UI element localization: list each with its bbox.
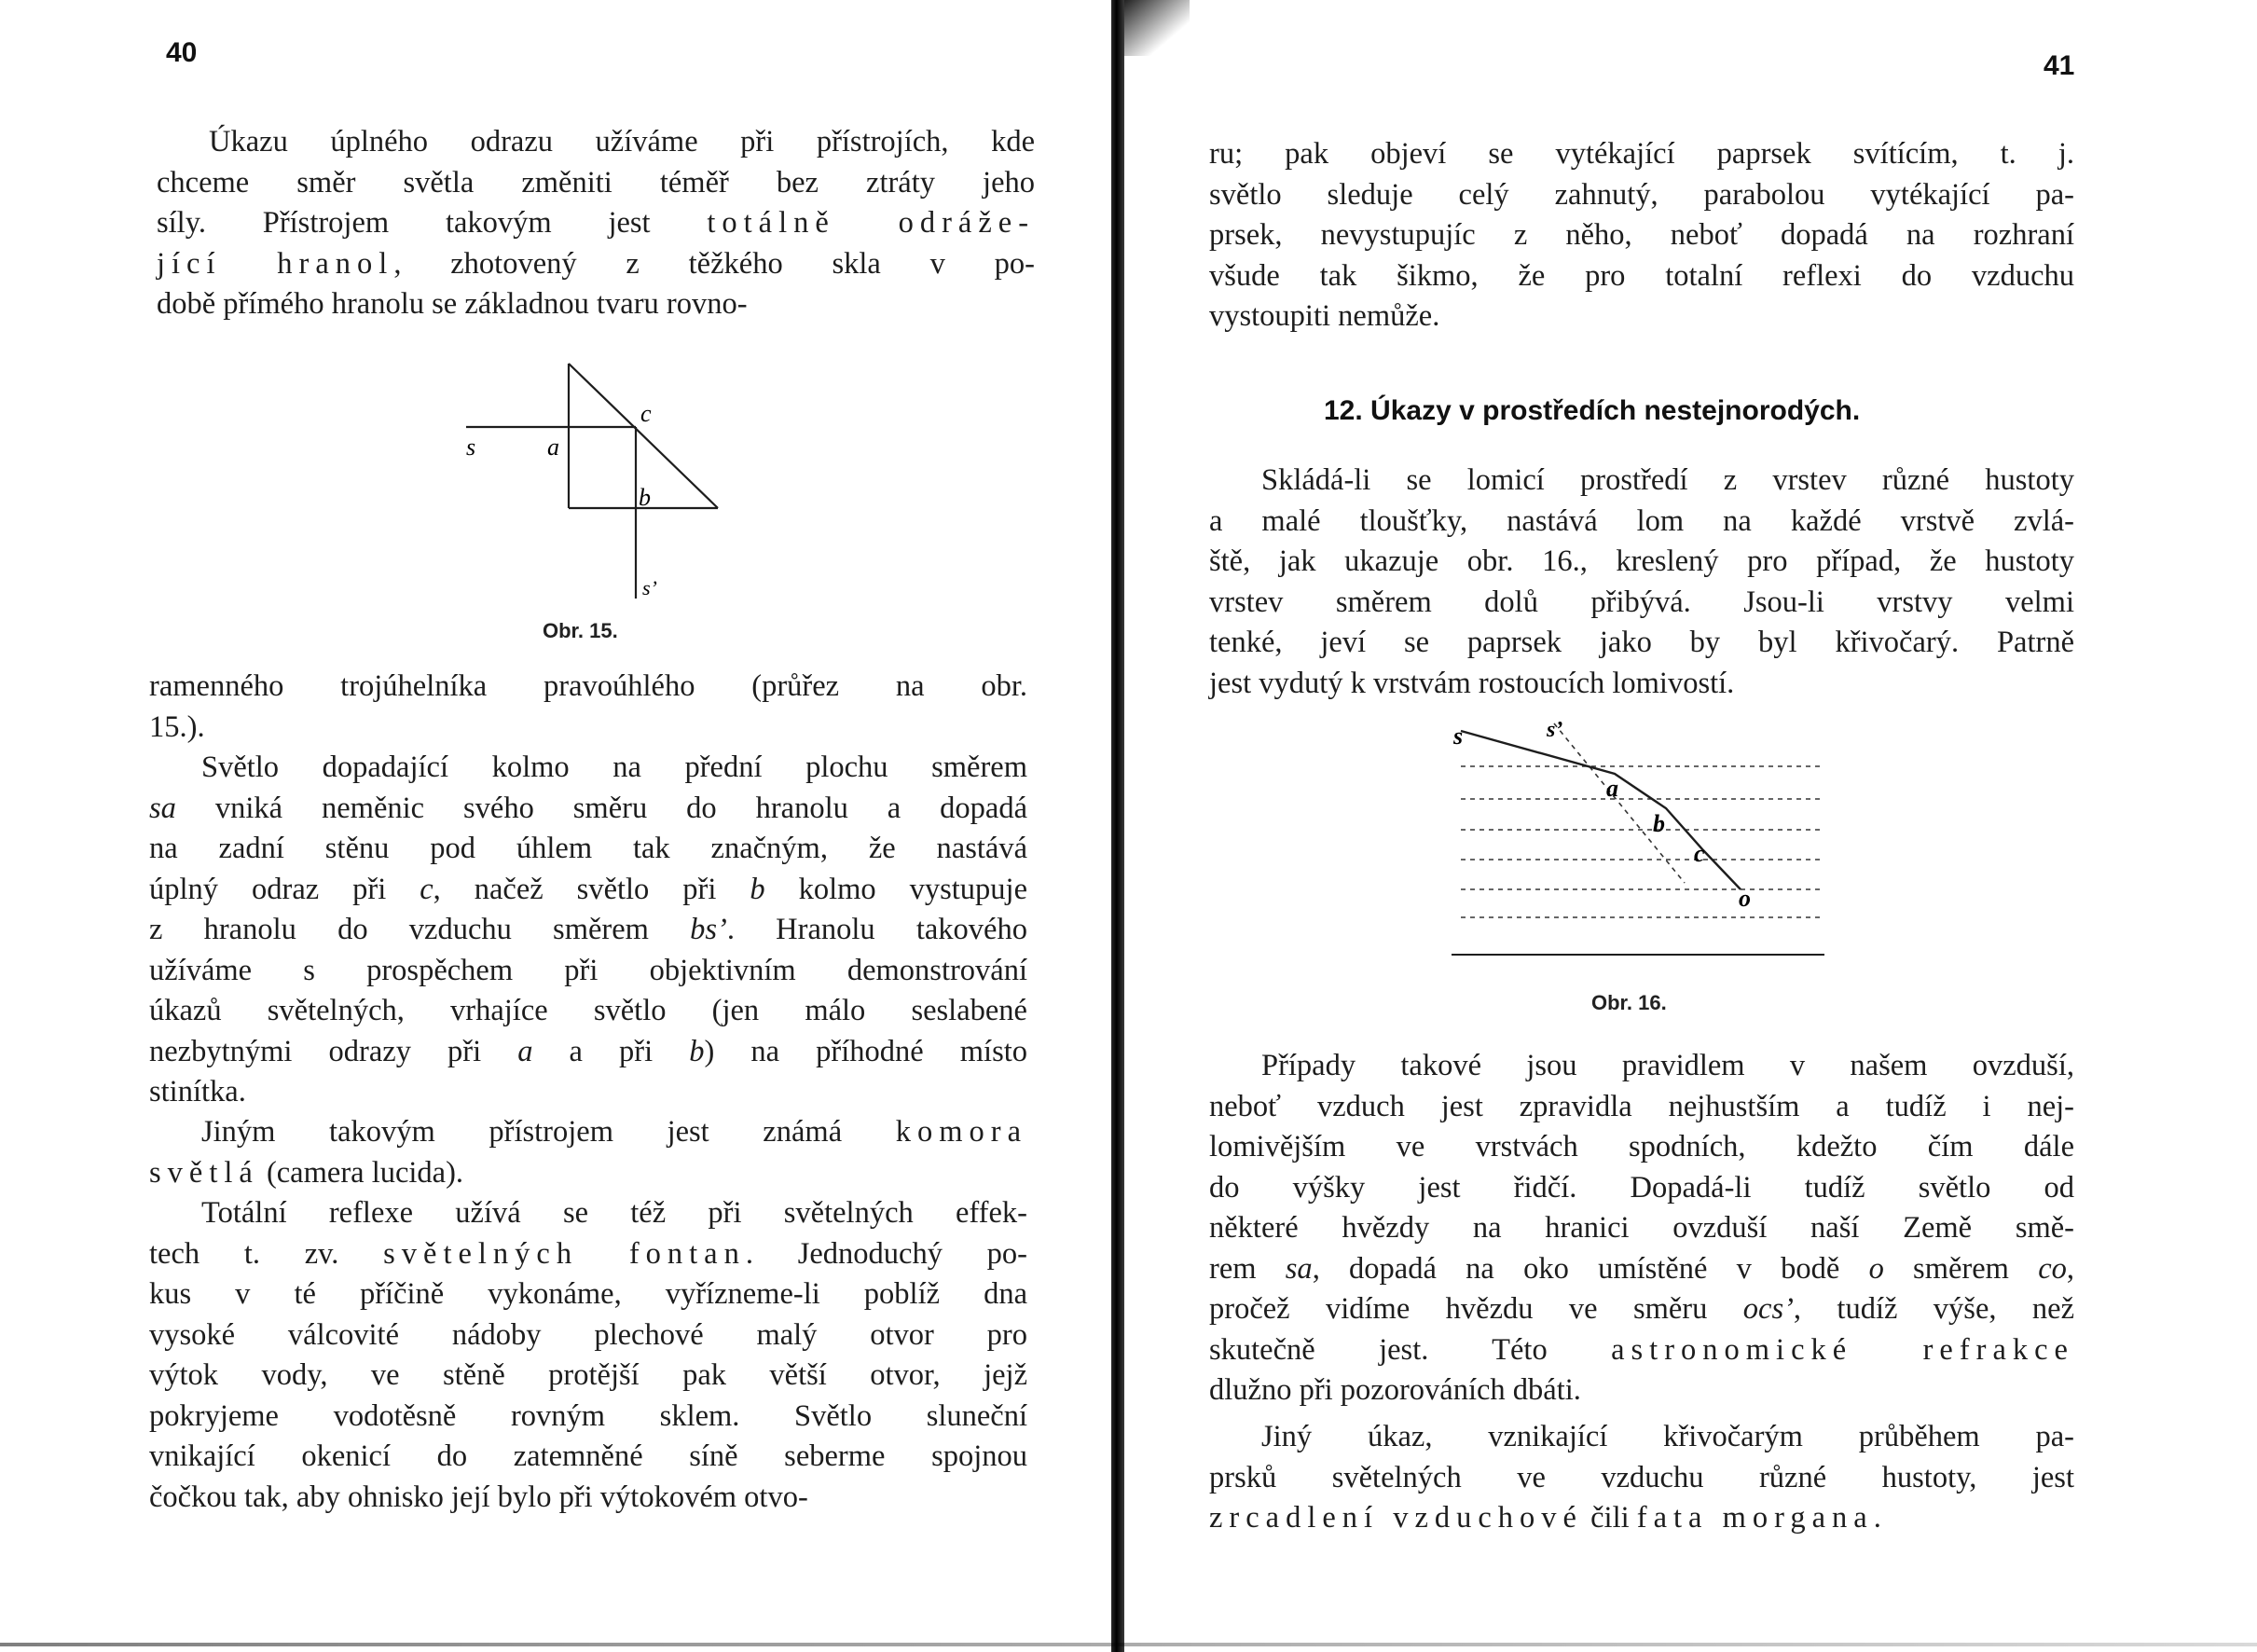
text-line	[1209, 1127, 2074, 1168]
text-segment: Úkazu úplného odrazu užíváme při přístrojích, kde	[209, 125, 1035, 158]
text-line	[1209, 1249, 2074, 1290]
emphasis-text: co	[2038, 1251, 2067, 1286]
text-line	[149, 748, 1027, 789]
text-line	[157, 284, 1035, 325]
emphasis-text: b	[750, 872, 765, 906]
text-line	[1209, 1330, 2074, 1371]
text-segment: Jiný úkaz, vznikající křivočarým průběhem pa-	[1261, 1420, 2074, 1453]
figure-15-caption: Obr. 15.	[543, 619, 618, 642]
paragraph-total-reflection-intro	[157, 122, 1035, 325]
text-segment: do výšky jest řidčí. Dopadá-li tudíž světlo od	[1209, 1170, 2074, 1205]
text-segment: lomivějším ve vrstvách spodních, kdežto čím dále	[1209, 1130, 2074, 1163]
text-segment: vrstev směrem dolů přibývá. Jsou-li vrstvy velmi	[1209, 585, 2074, 619]
text-segment: jest vydutý k vrstvám rostoucích lomivostí.	[1209, 666, 1735, 700]
text-line	[1209, 296, 2074, 337]
figure-16-refraction-layers-diagram	[1442, 710, 1834, 962]
text-line	[149, 1274, 1027, 1315]
label-s: s	[466, 434, 476, 461]
text-line	[1209, 1208, 2074, 1249]
text-line	[149, 1478, 1027, 1519]
label-s-prime: s’	[642, 576, 657, 599]
text-line	[157, 203, 1035, 244]
text-line	[149, 789, 1027, 830]
text-segment: stinítka.	[149, 1075, 246, 1108]
figure-16-caption: Obr. 16.	[1591, 991, 1667, 1014]
paragraph-light-fountains	[149, 1193, 1027, 1518]
emphasis-text: jící hranol	[157, 246, 394, 281]
emphasis-text: sa	[149, 791, 176, 825]
paragraph-camera-lucida	[149, 1112, 1027, 1193]
page-number-left: 40	[166, 37, 198, 68]
paragraph-prism-usage	[149, 748, 1027, 1113]
paragraph-prism-shape	[149, 667, 1027, 748]
text-segment: době přímého hranolu se základnou tvaru rovno-	[157, 287, 748, 321]
text-segment: vniká neměnic svého směru do hranolu a dopadá	[175, 791, 1027, 825]
text-segment: prsků světelných ve vzduchu různé hustoty, jest	[1209, 1460, 2074, 1494]
text-line	[157, 122, 1035, 163]
left-page	[0, 0, 1111, 1652]
emphasis-text: totálně odráže-	[707, 206, 1036, 240]
paragraph-fountain-continued	[1209, 134, 2074, 337]
label-a: a	[547, 434, 559, 461]
text-segment: kus v té příčině vykonáme, vyřízneme-li poblíž dna	[149, 1277, 1027, 1311]
text-segment: , tudíž výše, než	[1793, 1292, 2074, 1326]
label-c: c	[1694, 840, 1705, 867]
text-segment: úplný odraz při	[149, 872, 420, 906]
text-line	[1209, 542, 2074, 583]
text-segment: vnikající okenicí do zatemněné síně seberme spojnou	[149, 1439, 1027, 1473]
text-segment: chceme směr světla změniti téměř bez ztráty jeho	[157, 165, 1035, 200]
text-segment: na zadní stěnu pod úhlem tak značným, že nastává	[149, 832, 1027, 865]
text-segment: prsek, nevystupujíc z něho, neboť dopadá na rozhraní	[1209, 218, 2074, 252]
emphasis-text: sa	[1285, 1251, 1313, 1286]
text-line	[149, 829, 1027, 870]
text-line	[1209, 1370, 2074, 1411]
text-segment: čili	[1582, 1501, 1637, 1535]
text-line	[1209, 1458, 2074, 1499]
text-segment: vysoké válcovité nádoby plechové malý otvor pro	[149, 1317, 1027, 1352]
text-segment: ) na příhodné místo	[704, 1034, 1028, 1068]
emphasis-text: komora	[895, 1115, 1027, 1149]
text-line	[149, 1315, 1027, 1356]
text-line	[149, 1153, 1027, 1194]
text-segment: kolmo vystupuje	[764, 872, 1027, 906]
text-segment: Jiným takovým přístrojem jest známá	[201, 1115, 896, 1149]
label-s: s	[1453, 723, 1464, 750]
emphasis-text: c	[420, 872, 434, 906]
text-segment: Případy takové jsou pravidlem v našem ovzduší,	[1261, 1049, 2074, 1082]
text-line	[1209, 134, 2074, 175]
text-segment: 15.).	[149, 709, 205, 744]
emphasis-text: astronomické refrakce	[1611, 1332, 2074, 1367]
text-segment: nezbytnými odrazy při	[149, 1034, 518, 1068]
text-segment: Skládá-li se lomicí prostředí z vrstev různé hustoty	[1261, 463, 2074, 497]
text-segment: z hranolu do vzduchu směrem	[149, 913, 691, 946]
text-segment: skutečně jest. Této	[1209, 1332, 1612, 1367]
text-segment: všude tak šikmo, že pro totalní reflexi do vzduchu	[1209, 258, 2074, 293]
text-line	[1209, 1289, 2074, 1330]
label-b: b	[639, 484, 651, 511]
text-line	[1209, 175, 2074, 216]
text-line	[149, 870, 1027, 911]
right-page	[1111, 0, 2257, 1652]
text-segment: a malé tloušťky, nastává lom na každé vrstvě zvlá-	[1209, 503, 2074, 538]
text-line	[157, 244, 1035, 285]
text-segment: ru; pak objeví se vytékající paprsek svítícím, t. j.	[1209, 137, 2074, 171]
emphasis-text: světelných fontan	[383, 1236, 746, 1271]
text-line	[1209, 664, 2074, 705]
emphasis-text: a	[517, 1034, 533, 1068]
paragraph-astronomical-refraction	[1209, 1046, 2074, 1411]
text-line	[1209, 461, 2074, 502]
text-segment: dlužno při pozorováních dbáti.	[1209, 1373, 1581, 1407]
page-number-right: 41	[2044, 50, 2075, 81]
emphasis-text: zrcadlení vzduchové	[1209, 1501, 1583, 1535]
text-line	[1209, 502, 2074, 543]
emphasis-text: fata morgana	[1636, 1501, 1874, 1535]
emphasis-text: ocs’	[1742, 1292, 1794, 1326]
text-line	[149, 910, 1027, 951]
text-segment: užíváme s prospěchem při objektivním demonstrování	[149, 953, 1027, 987]
text-line	[1209, 215, 2074, 256]
label-b: b	[1653, 810, 1665, 837]
emphasis-text: o	[1868, 1251, 1884, 1286]
text-segment: (camera lucida).	[258, 1155, 464, 1190]
emphasis-text: světlá	[149, 1155, 259, 1190]
label-o: o	[1739, 885, 1751, 912]
text-line	[1209, 1417, 2074, 1458]
text-segment: neboť vzduch jest zpravidla nejhustším a tudíž i nej-	[1209, 1089, 2074, 1123]
text-line	[1209, 583, 2074, 624]
text-segment: , zhotovený z těžkého skla v po-	[393, 246, 1035, 281]
figure-15-prism-diagram	[447, 354, 746, 625]
text-segment: síly. Přístrojem takovým jest	[157, 206, 708, 240]
text-segment: a při	[532, 1034, 690, 1068]
section-heading: 12. Úkazy v prostředích nestejnorodých.	[1324, 395, 1861, 426]
text-segment: směrem	[1883, 1251, 2039, 1286]
paragraph-inhomogeneous-media	[1209, 461, 2074, 704]
text-line	[1209, 1168, 2074, 1209]
emphasis-text: b	[689, 1034, 705, 1068]
label-c: c	[640, 400, 652, 427]
text-segment: . Jednoduchý po-	[745, 1236, 1027, 1271]
text-segment: Světlo dopadající kolmo na přední plochu směrem	[201, 750, 1027, 784]
text-segment: úkazů světelných, vrhajíce světlo (jen málo seslabené	[149, 994, 1027, 1027]
text-line	[1209, 1498, 2074, 1539]
text-line	[149, 1234, 1027, 1275]
text-line	[1209, 623, 2074, 664]
text-line	[149, 1032, 1027, 1073]
text-line	[149, 1437, 1027, 1478]
text-line	[149, 708, 1027, 749]
label-a: a	[1606, 775, 1618, 802]
text-segment: rem	[1209, 1251, 1286, 1286]
text-segment: ,	[2066, 1251, 2074, 1286]
text-line	[1209, 1046, 2074, 1087]
text-line	[1209, 1087, 2074, 1128]
label-s-prime: s’	[1547, 718, 1563, 742]
text-line	[149, 1072, 1027, 1113]
text-segment: pokryjeme vodotěsně rovným sklem. Světlo sluneční	[149, 1398, 1027, 1433]
emphasis-text: bs’	[690, 913, 727, 946]
text-segment: Totální reflexe užívá se též při světelných effek-	[201, 1196, 1027, 1230]
text-line	[1209, 256, 2074, 297]
text-segment: tech t. zv.	[149, 1236, 384, 1271]
text-line	[149, 1397, 1027, 1438]
text-segment: .	[1873, 1501, 1881, 1535]
text-line	[149, 1356, 1027, 1397]
text-segment: výtok vody, ve stěně protější pak větší otvor, jejž	[149, 1358, 1027, 1392]
text-line	[149, 1112, 1027, 1153]
text-segment: ramenného trojúhelníka pravoúhlého (průřez na obr.	[149, 669, 1027, 703]
text-segment: ště, jak ukazuje obr. 16., kreslený pro případ, že hustoty	[1209, 544, 2074, 578]
text-segment: pročež vidíme hvězdu ve směru	[1209, 1292, 1743, 1326]
text-segment: . Hranolu takového	[726, 913, 1027, 946]
paragraph-fata-morgana	[1209, 1417, 2074, 1539]
page-bottom-edge	[0, 1643, 2257, 1646]
text-line	[149, 951, 1027, 992]
text-line	[157, 163, 1035, 204]
text-segment: tenké, jeví se paprsek jako by byl křivočarý. Patrně	[1209, 626, 2074, 659]
text-segment: některé hvězdy na hranici ovzduší naší Země smě-	[1209, 1211, 2074, 1245]
text-line	[149, 1193, 1027, 1234]
text-segment: , načež světlo při	[433, 872, 750, 906]
text-segment: vystoupiti nemůže.	[1209, 299, 1440, 333]
text-segment: světlo sleduje celý zahnutý, parabolou vytékající pa-	[1209, 177, 2074, 212]
text-line	[149, 991, 1027, 1032]
text-segment: , dopadá na oko umístěné v bodě	[1312, 1251, 1869, 1286]
text-segment: čočkou tak, aby ohnisko její bylo při výtokovém otvo-	[149, 1480, 808, 1514]
text-line	[149, 667, 1027, 708]
